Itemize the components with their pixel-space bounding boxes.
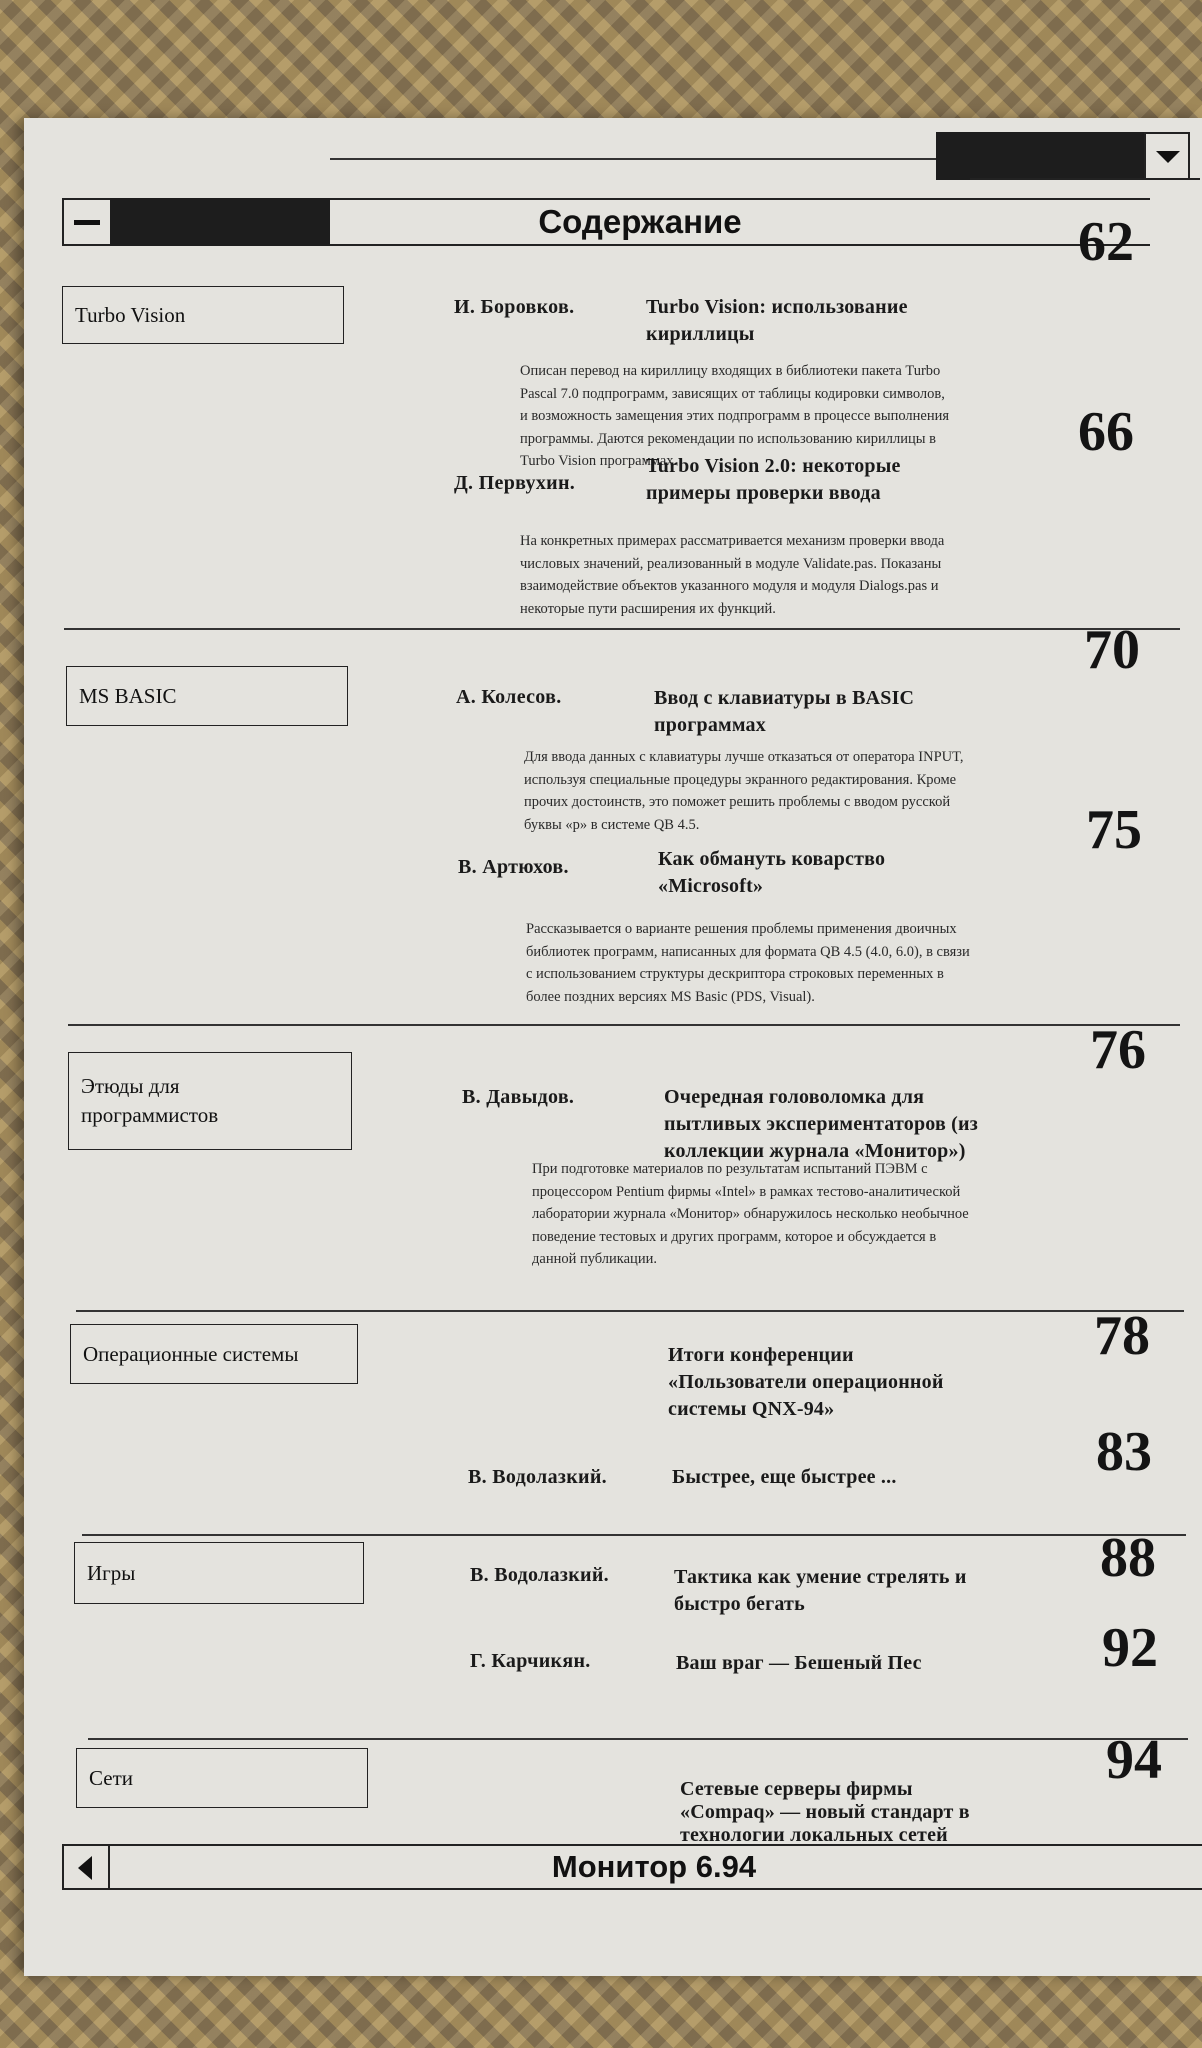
abstract-line: данной публикации. <box>532 1251 657 1267</box>
section-divider <box>82 1534 1186 1536</box>
article-title <box>646 453 1026 507</box>
section-label-etudes <box>68 1052 352 1150</box>
abstract-line: взаимодействие объектов указанного модуля и модуля Dialogs.pas и <box>520 578 939 594</box>
abstract-line: поведение тестовых и других программ, которое и обсуждается в <box>532 1228 937 1245</box>
section-name: MS BASIC <box>79 683 177 708</box>
abstract-line: более поздних версиях MS Basic (PDS, Visual). <box>526 988 815 1005</box>
article-abstract <box>524 746 1034 836</box>
abstract-line: библиотек программ, написанных для формата QB 4.5 (4.0, 6.0), в связи <box>526 943 970 960</box>
article-author: Д. Первухин. <box>454 472 576 494</box>
article-title <box>674 1564 1064 1618</box>
title-line: пытливых экспериментаторов (из <box>664 1113 978 1135</box>
abstract-line: Turbo Vision программах. <box>520 453 678 469</box>
title-line: технологии локальных сетей <box>680 1824 948 1846</box>
page-number: 78 <box>1094 1305 1150 1367</box>
title-line: Сетевые серверы фирмы <box>680 1778 913 1800</box>
title-line: Итоги конференции <box>668 1344 854 1366</box>
abstract-line: Pascal 7.0 подпрограмм, зависящих от таблицы кодировки символов, <box>520 385 945 402</box>
page-number: 83 <box>1096 1421 1152 1483</box>
title-line: Очередная головоломка для <box>664 1086 925 1108</box>
article-abstract <box>532 1158 1048 1271</box>
section-divider <box>68 1024 1180 1026</box>
header-right-rule <box>970 178 1200 180</box>
abstract-line: Описан перевод на кириллицу входящих в библиотеки пакета Turbo <box>520 363 941 379</box>
article-author: Г. Карчикян. <box>470 1650 591 1672</box>
page-number: 70 <box>1084 619 1140 681</box>
title-line: Как обмануть коварство <box>658 848 886 870</box>
article-author: В. Давыдов. <box>462 1086 575 1108</box>
article-author: В. Водолазкий. <box>470 1564 609 1586</box>
section-divider <box>64 628 1180 630</box>
abstract-line: с использованием структуры дескриптора строковых переменных в <box>526 966 944 982</box>
article-author: В. Артюхов. <box>458 856 569 878</box>
abstract-line: При подготовке материалов по результатам испытаний ПЭВМ с <box>532 1161 928 1177</box>
title-line: Быстрее, еще быстрее ... <box>672 1466 897 1488</box>
title-line: «Compaq» — новый стандарт в <box>680 1801 970 1823</box>
article-title <box>680 1778 1080 1847</box>
page-number: 62 <box>1078 211 1134 273</box>
minus-icon <box>62 198 114 246</box>
abstract-line: прочих достоинств, это поможет решить проблемы с вводом русской <box>524 794 951 810</box>
article-title <box>664 1084 1054 1165</box>
article-title <box>672 1464 1062 1491</box>
title-line: Turbo Vision: использование <box>646 296 908 318</box>
section-name: Этюды для <box>81 1074 180 1098</box>
magazine-page <box>24 118 1202 1976</box>
abstract-line: На конкретных примерах рассматривается механизм проверки ввода <box>520 533 945 549</box>
header-top-rule <box>330 158 936 160</box>
title-line: Ваш враг — Бешеный Пес <box>676 1652 922 1674</box>
footer-title: Монитор 6.94 <box>551 1849 757 1884</box>
abstract-line: числовых значений, реализованный в модуле Validate.pas. Показаны <box>520 555 942 572</box>
article-abstract <box>526 918 1038 1008</box>
page-title: Содержание <box>538 203 742 240</box>
header-dark-block <box>110 198 330 246</box>
title-line: быстро бегать <box>674 1593 805 1615</box>
title-line: Тактика как умение стрелять и <box>674 1566 967 1588</box>
title-line: Ввод с клавиатуры в BASIC <box>654 687 915 709</box>
article-title <box>658 846 1038 900</box>
page-number: 66 <box>1078 401 1134 463</box>
article-author: А. Колесов. <box>456 686 562 708</box>
title-line: коллекции журнала «Монитор») <box>664 1140 966 1162</box>
section-name: Игры <box>87 1560 136 1585</box>
abstract-line: буквы «р» в системе QB 4.5. <box>524 816 700 833</box>
abstract-line: программы. Даются рекомендации по использованию кириллицы в <box>520 430 936 447</box>
page-number: 88 <box>1100 1527 1156 1589</box>
title-line: кириллицы <box>646 323 755 345</box>
left-arrow-icon <box>62 1844 110 1890</box>
header-dark-block-right <box>936 132 1144 180</box>
abstract-line: и возможность замещения этих подпрограмм в процессе выполнения <box>520 408 950 424</box>
abstract-line: лаборатории журнала «Монитор» обнаружилось несколько необычное <box>532 1206 969 1222</box>
article-title <box>676 1650 1066 1677</box>
section-divider <box>76 1310 1184 1312</box>
section-name: Операционные системы <box>83 1341 299 1366</box>
abstract-line: используя специальные процедуры экранного редактирования. Кроме <box>524 771 957 788</box>
title-line: «Microsoft» <box>658 875 764 897</box>
section-name: Turbo Vision <box>75 302 186 327</box>
title-line: Turbo Vision 2.0: некоторые <box>646 455 901 477</box>
article-title <box>668 1342 1058 1423</box>
section-label-ms-basic <box>66 666 348 726</box>
article-abstract <box>520 530 1020 620</box>
section-name: Сети <box>89 1765 133 1790</box>
page-number: 92 <box>1102 1617 1158 1679</box>
section-divider <box>88 1738 1188 1740</box>
abstract-line: процессором Pentium фирмы «Intel» в рамках тестово-аналитической <box>532 1183 961 1200</box>
article-title <box>654 685 1034 739</box>
title-line: «Пользователи операционной <box>668 1371 944 1393</box>
article-author: В. Водолазкий. <box>468 1466 607 1488</box>
section-label-turbo-vision <box>62 286 344 344</box>
title-line: системы QNX-94» <box>668 1398 835 1420</box>
title-line: программах <box>654 714 766 736</box>
title-line: примеры проверки ввода <box>646 482 881 504</box>
page-number: 76 <box>1090 1019 1146 1081</box>
abstract-line: Для ввода данных с клавиатуры лучше отказаться от оператора INPUT, <box>524 749 964 765</box>
page-number: 94 <box>1106 1729 1162 1791</box>
section-label-os <box>70 1324 358 1384</box>
section-label-games <box>74 1542 364 1604</box>
section-name: программистов <box>81 1103 219 1127</box>
page-number: 75 <box>1086 799 1142 861</box>
down-arrow-icon <box>1144 132 1190 180</box>
abstract-line: некоторые пути расширения их функций. <box>520 600 776 617</box>
article-author: И. Боровков. <box>454 296 575 318</box>
abstract-line: Рассказывается о варианте решения проблемы применения двоичных <box>526 921 957 937</box>
section-label-networks <box>76 1748 368 1808</box>
article-title <box>646 294 1026 348</box>
